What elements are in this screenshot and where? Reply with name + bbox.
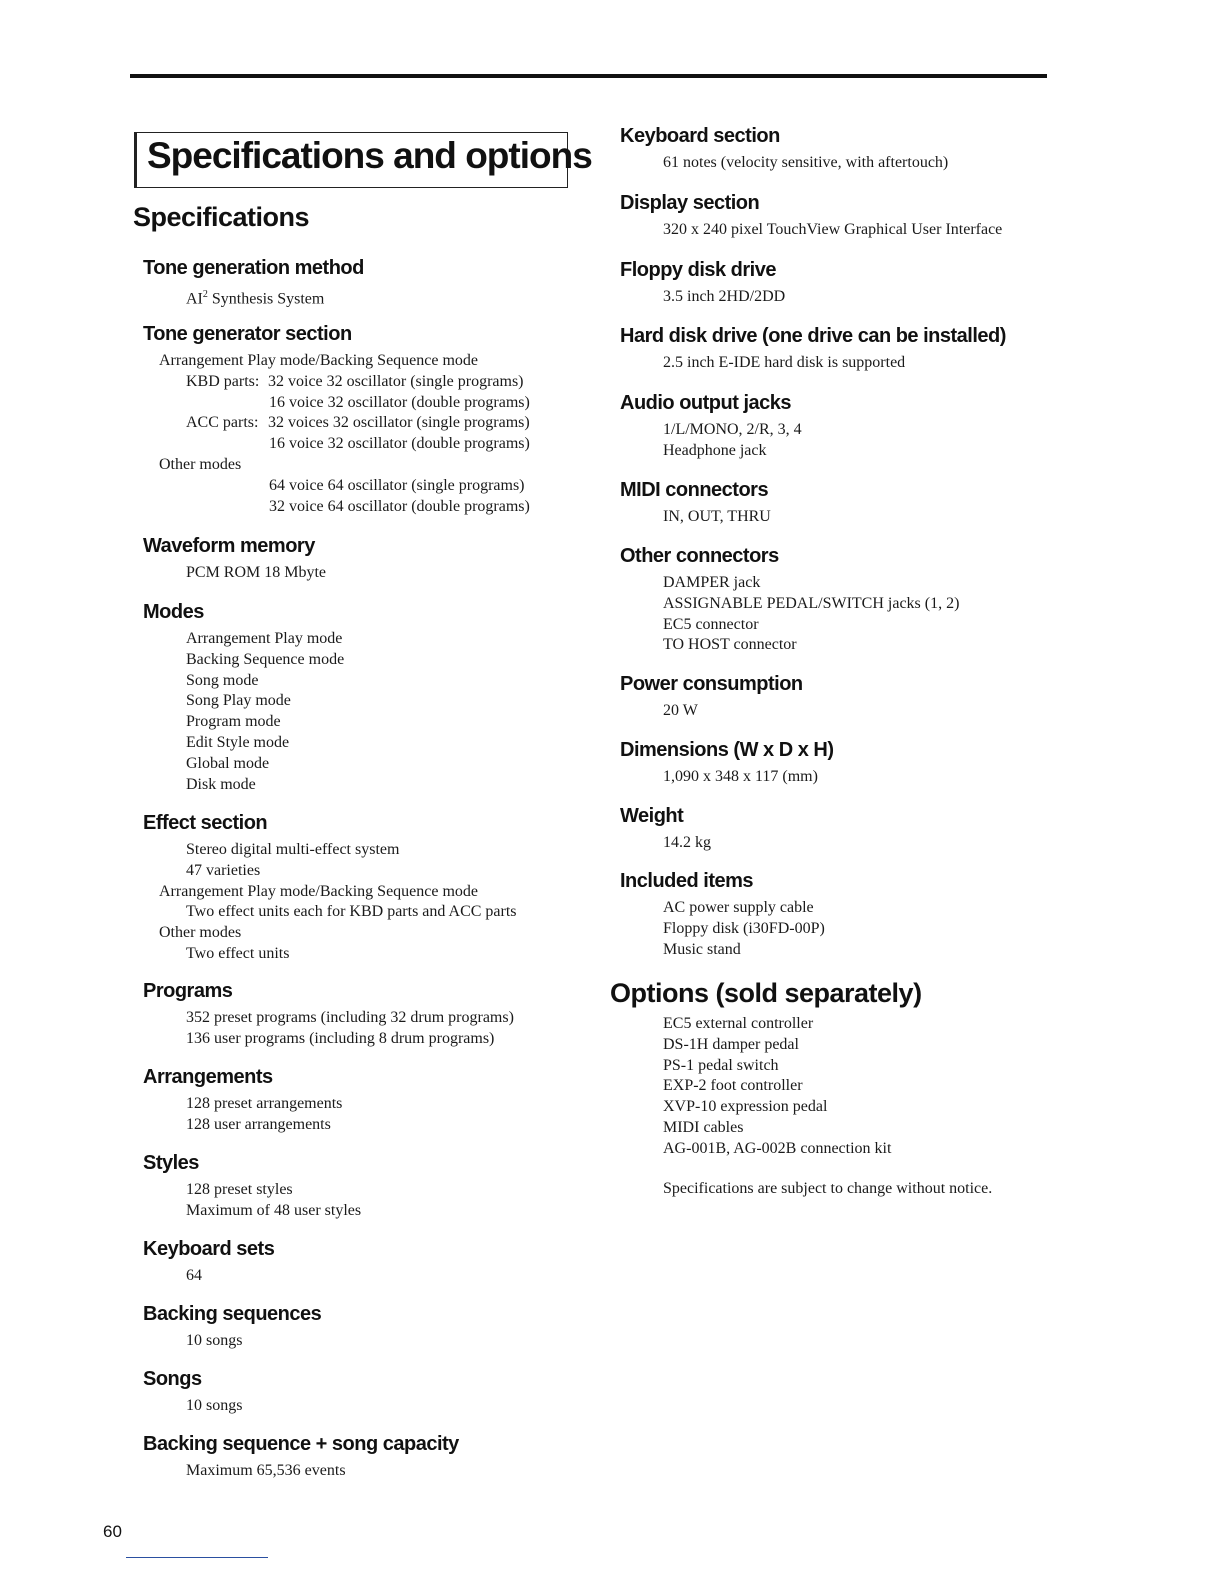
power-value: 20 W xyxy=(663,702,698,719)
included-list: AC power supply cable Floppy disk (i30FD-00P) Music stand xyxy=(663,899,825,958)
keyboard-sets-heading: Keyboard sets xyxy=(143,1238,275,1260)
included-heading: Included items xyxy=(620,870,754,892)
capacity-heading: Backing sequence + song capacity xyxy=(143,1433,459,1455)
songs-heading: Songs xyxy=(143,1368,202,1390)
waveform-heading: Waveform memory xyxy=(143,535,315,557)
hard-disk-value: 2.5 inch E-IDE hard disk is supported xyxy=(663,354,906,371)
display-heading: Display section xyxy=(620,192,760,214)
hard-disk-heading: Hard disk drive (one drive can be installed) xyxy=(620,325,1006,347)
capacity-value: Maximum 65,536 events xyxy=(186,1462,346,1479)
options-list: EC5 external controller DS-1H damper pedal PS-1 pedal switch EXP-2 foot controller XVP-10 expression pedal MIDI cables AG-001B, AG-002B connection kit xyxy=(663,1015,892,1157)
page-title: Specifications and options xyxy=(147,135,592,176)
dimensions-heading: Dimensions (W x D x H) xyxy=(620,739,834,761)
floppy-value: 3.5 inch 2HD/2DD xyxy=(663,288,786,305)
midi-heading: MIDI connectors xyxy=(620,479,769,501)
audio-output-details: 1/L/MONO, 2/R, 3, 4 Headphone jack xyxy=(663,421,802,459)
display-value: 320 x 240 pixel TouchView Graphical User Interface xyxy=(663,221,1003,238)
options-note: Specifications are subject to change without notice. xyxy=(663,1180,993,1197)
effect-heading: Effect section xyxy=(143,812,268,834)
floppy-heading: Floppy disk drive xyxy=(620,259,776,281)
weight-value: 14.2 kg xyxy=(663,834,711,851)
bottom-rule xyxy=(126,1557,268,1558)
audio-output-heading: Audio output jacks xyxy=(620,392,791,414)
keyboard-value: 61 notes (velocity sensitive, with aftertouch) xyxy=(663,154,949,171)
tone-generation-heading: Tone generation method xyxy=(143,257,364,279)
midi-value: IN, OUT, THRU xyxy=(663,508,771,525)
arrangements-details: 128 preset arrangements 128 user arrangements xyxy=(186,1095,343,1133)
weight-heading: Weight xyxy=(620,805,684,827)
specifications-heading: Specifications xyxy=(133,202,310,232)
programs-heading: Programs xyxy=(143,980,233,1002)
other-connectors-heading: Other connectors xyxy=(620,545,779,567)
backing-sequences-heading: Backing sequences xyxy=(143,1303,322,1325)
other-connectors-list: DAMPER jack ASSIGNABLE PEDAL/SWITCH jacks (1, 2) EC5 connector TO HOST connector xyxy=(663,574,960,654)
tone-generator-details: Arrangement Play mode/Backing Sequence mode KBD parts: 32 voice 32 oscillator (single programs) 16 voice 32 oscillator (double programs) ACC parts: 32 voices 32 oscillator (single programs) 16 voice 32 oscillator (double programs) Other modes 64 voice 64 oscillator (single programs) 32 voice 64 oscillator (double programs) xyxy=(159,352,530,515)
modes-list: Arrangement Play mode Backing Sequence mode Song mode Song Play mode Program mode Edit Style mode Global mode Disk mode xyxy=(186,630,345,793)
modes-heading: Modes xyxy=(143,601,204,623)
programs-details: 352 preset programs (including 32 drum programs) 136 user programs (including 8 drum programs) xyxy=(186,1009,514,1047)
power-heading: Power consumption xyxy=(620,673,803,695)
dimensions-value: 1,090 x 348 x 117 (mm) xyxy=(663,768,818,785)
effect-details: Stereo digital multi-effect system 47 varieties Arrangement Play mode/Backing Sequence mode Two effect units each for KBD parts and ACC parts Other modes Two effect units xyxy=(159,841,517,962)
page-number: 60 xyxy=(103,1522,122,1541)
keyboard-heading: Keyboard section xyxy=(620,125,780,147)
backing-sequences-value: 10 songs xyxy=(186,1332,243,1349)
page-title-box xyxy=(134,132,592,188)
options-heading: Options (sold separately) xyxy=(610,978,922,1008)
songs-value: 10 songs xyxy=(186,1397,243,1414)
keyboard-sets-value: 64 xyxy=(186,1267,202,1284)
top-rule xyxy=(130,74,1047,78)
tone-generator-heading: Tone generator section xyxy=(143,323,352,345)
tone-generation-value: $AI^2$ Synthesis System xyxy=(186,289,325,308)
waveform-value: PCM ROM 18 Mbyte xyxy=(186,564,327,581)
styles-heading: Styles xyxy=(143,1152,199,1174)
styles-details: 128 preset styles Maximum of 48 user styles xyxy=(186,1181,362,1219)
arrangements-heading: Arrangements xyxy=(143,1066,273,1088)
